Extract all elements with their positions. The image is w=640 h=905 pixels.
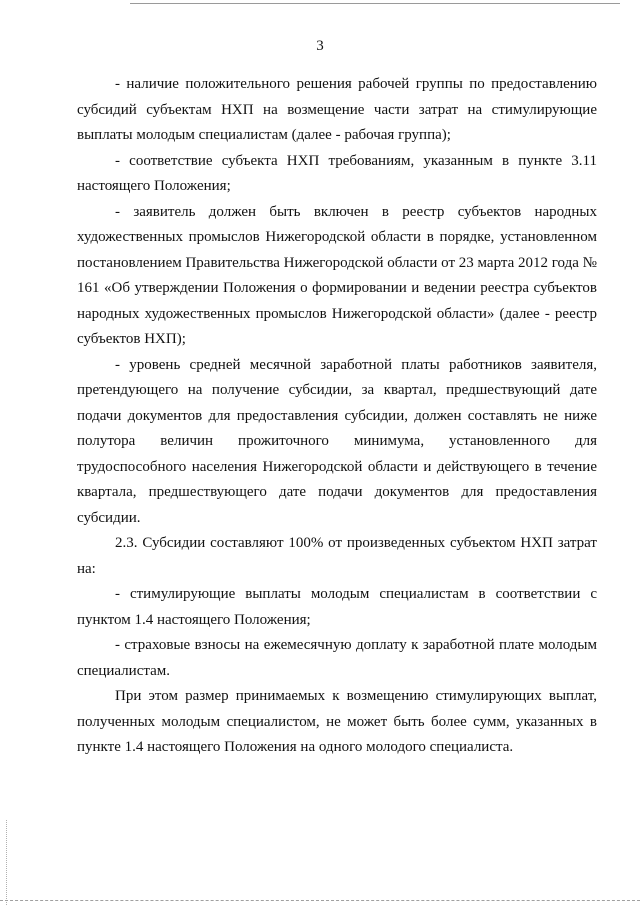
paragraph-reimbursement-limit: При этом размер принимаемых к возмещению стимулирующих выплат, полученных молодым специалистом, не может быть более сумм, указанных в пункте 1.4 настоящего Положения на одного молодого специалиста. <box>77 688 597 755</box>
paragraph-working-group-decision: - наличие положительного решения рабочей группы по предоставлению субсидий субъектам НХП на возмещение части затрат на стимулирующие выплаты молодым специалистам (далее - рабочая группа); <box>77 76 597 143</box>
document-body <box>77 72 597 761</box>
paragraph-requirements-compliance: - соответствие субъекта НХП требованиям, указанным в пункте 3.11 настоящего Положения; <box>77 152 597 194</box>
page-number: 3 <box>316 38 324 54</box>
scan-edge-left <box>6 820 7 905</box>
paragraph-incentive-payments: - стимулирующие выплаты молодым специалистам в соответствии с пунктом 1.4 настоящего Положения; <box>77 586 597 628</box>
paragraph-average-salary: - уровень средней месячной заработной платы работников заявителя, претендующего на получение субсидии, за квартал, предшествующий дате подачи документов для предоставления субсидии, должен составлять не ниже полутора величин прожиточного минимума, установленного для трудоспособного населения Нижегородской области и действующего в течение квартала, предшествующего дате подачи документов для предоставления субсидии. <box>77 356 597 526</box>
paragraph-subsidy-amount: 2.3. Субсидии составляют 100% от произведенных субъектом НХП затрат на: <box>77 535 597 577</box>
paragraph-registry-inclusion: - заявитель должен быть включен в реестр субъектов народных художественных промыслов Нижегородской области в порядке, установленном постановлением Правительства Нижегородской области от 23 марта 2012 года № 161 «Об утверждении Положения о формировании и ведении реестра субъектов народных художественных промыслов Нижегородской области» (далее - реестр субъектов НХП); <box>77 203 597 347</box>
scan-edge-bottom <box>0 900 640 901</box>
paragraph-insurance-contributions: - страховые взносы на ежемесячную доплату к заработной плате молодым специалистам. <box>77 637 597 679</box>
scan-edge-top <box>130 3 620 4</box>
